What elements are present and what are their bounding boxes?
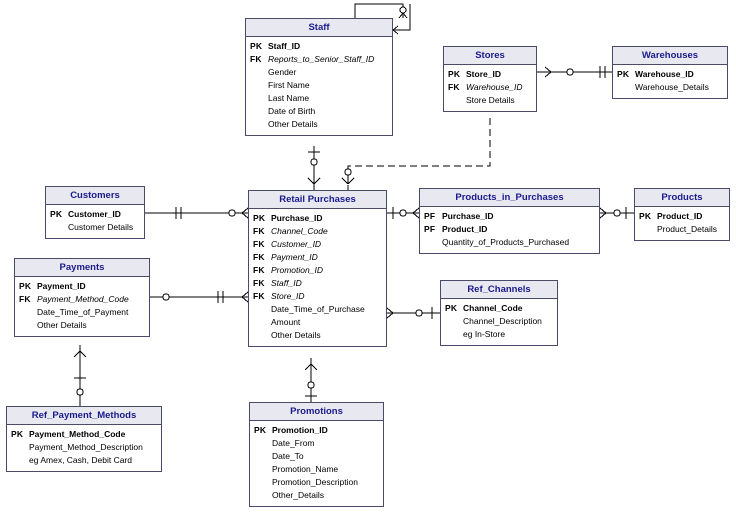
attribute-row xyxy=(253,316,382,329)
attribute-key: FK xyxy=(448,82,460,92)
entity-title: Warehouses xyxy=(613,47,727,65)
attribute-name: Customer Details xyxy=(68,222,134,232)
attribute-key xyxy=(448,94,466,107)
attribute-row xyxy=(250,66,388,79)
entity-stores[interactable] xyxy=(443,46,537,112)
attribute-key xyxy=(19,319,37,332)
attribute-row xyxy=(11,441,157,454)
attribute-name: Date_Time_of_Payment xyxy=(37,307,129,317)
attribute-row xyxy=(445,328,553,341)
attribute-key: PK xyxy=(617,69,630,79)
entity-attributes xyxy=(441,299,557,345)
attribute-name: Payment_Method_Description xyxy=(29,442,143,452)
attribute-row xyxy=(254,489,379,502)
attribute-row xyxy=(253,225,382,238)
entity-title: Retail Purchases xyxy=(249,191,386,209)
attribute-row xyxy=(250,79,388,92)
entity-ref-channels[interactable] xyxy=(440,280,558,346)
attribute-row xyxy=(448,94,532,107)
attribute-name: Warehouse_ID xyxy=(466,82,523,92)
attribute-key: FK xyxy=(250,54,262,64)
attribute-row xyxy=(253,251,382,264)
attribute-row xyxy=(445,315,553,328)
entity-ref-payment-methods[interactable] xyxy=(6,406,162,472)
entity-title: Promotions xyxy=(250,403,383,421)
attribute-name: Store_ID xyxy=(271,291,305,301)
attribute-key xyxy=(445,328,463,341)
attribute-name: Other Details xyxy=(37,320,87,330)
attribute-name: Warehouse_Details xyxy=(635,82,709,92)
attribute-name: Gender xyxy=(268,67,297,77)
attribute-key xyxy=(250,105,268,118)
attribute-name: Other Details xyxy=(268,119,318,129)
attribute-name: eg In-Store xyxy=(463,329,506,339)
attribute-key xyxy=(11,454,29,467)
attribute-name: Store_ID xyxy=(466,69,501,79)
attribute-name: Channel_Description xyxy=(463,316,542,326)
attribute-row xyxy=(250,118,388,131)
entity-promotions[interactable] xyxy=(249,402,384,507)
attribute-key: PK xyxy=(250,41,263,51)
entity-attributes xyxy=(46,205,144,238)
attribute-key xyxy=(254,489,272,502)
entity-products[interactable] xyxy=(634,188,730,241)
attribute-key xyxy=(253,316,271,329)
attribute-name: Warehouse_ID xyxy=(635,69,694,79)
entity-attributes xyxy=(635,207,729,240)
attribute-row xyxy=(424,236,595,249)
attribute-row xyxy=(19,319,145,332)
attribute-row xyxy=(253,329,382,342)
attribute-name: Staff_ID xyxy=(271,278,302,288)
attribute-row xyxy=(254,424,379,437)
entity-attributes xyxy=(613,65,727,98)
attribute-name: First Name xyxy=(268,80,310,90)
entity-title: Products_in_Purchases xyxy=(420,189,599,207)
attribute-row xyxy=(254,476,379,489)
entity-retail-purchases[interactable] xyxy=(248,190,387,347)
attribute-key: FK xyxy=(253,265,265,275)
attribute-key: PK xyxy=(50,209,63,219)
entity-title: Ref_Channels xyxy=(441,281,557,299)
attribute-name: Reports_to_Senior_Staff_ID xyxy=(268,54,375,64)
attribute-name: Customer_ID xyxy=(271,239,322,249)
entity-warehouses[interactable] xyxy=(612,46,728,99)
attribute-name: Payment_ID xyxy=(271,252,318,262)
entity-payments[interactable] xyxy=(14,258,150,337)
attribute-key xyxy=(445,315,463,328)
entity-attributes xyxy=(444,65,536,111)
attribute-key xyxy=(250,79,268,92)
entity-title: Staff xyxy=(246,19,392,37)
attribute-row xyxy=(50,221,140,234)
attribute-row xyxy=(424,223,595,236)
attribute-name: Channel_Code xyxy=(463,303,523,313)
attribute-row xyxy=(254,463,379,476)
entity-attributes xyxy=(7,425,161,471)
attribute-key: PK xyxy=(445,303,458,313)
attribute-row xyxy=(250,92,388,105)
attribute-row xyxy=(448,81,532,94)
attribute-row xyxy=(11,454,157,467)
attribute-name: Amount xyxy=(271,317,301,327)
attribute-name: Staff_ID xyxy=(268,41,301,51)
attribute-name: Date_Time_of_Purchase xyxy=(271,304,365,314)
attribute-key xyxy=(250,92,268,105)
attribute-row xyxy=(445,302,553,315)
attribute-name: Product_Details xyxy=(657,224,718,234)
attribute-name: Date_To xyxy=(272,451,304,461)
attribute-name: Payment_Method_Code xyxy=(37,294,129,304)
attribute-name: Channel_Code xyxy=(271,226,328,236)
attribute-name: Promotion_Name xyxy=(272,464,339,474)
entity-attributes xyxy=(420,207,599,253)
attribute-row xyxy=(250,40,388,53)
entity-customers[interactable] xyxy=(45,186,145,239)
attribute-row xyxy=(617,68,723,81)
entity-products-in-purchases[interactable] xyxy=(419,188,600,254)
attribute-key: PK xyxy=(448,69,461,79)
entity-attributes xyxy=(249,209,386,346)
attribute-row xyxy=(50,208,140,221)
attribute-row xyxy=(19,280,145,293)
attribute-row xyxy=(19,293,145,306)
attribute-key: PK xyxy=(19,281,32,291)
attribute-name: Other_Details xyxy=(272,490,324,500)
attribute-name: Date_From xyxy=(272,438,315,448)
attribute-row xyxy=(254,437,379,450)
entity-title: Stores xyxy=(444,47,536,65)
attribute-row xyxy=(448,68,532,81)
attribute-key: FK xyxy=(253,239,265,249)
attribute-key xyxy=(254,437,272,450)
attribute-row xyxy=(639,210,725,223)
attribute-key: PK xyxy=(639,211,652,221)
attribute-key: PF xyxy=(424,224,436,234)
attribute-name: Purchase_ID xyxy=(271,213,323,223)
attribute-key: PK xyxy=(11,429,24,439)
attribute-row xyxy=(250,53,388,66)
attribute-name: Product_ID xyxy=(442,224,488,234)
attribute-row xyxy=(253,277,382,290)
attribute-row xyxy=(253,212,382,225)
attribute-row xyxy=(253,238,382,251)
attribute-row xyxy=(617,81,723,94)
attribute-key xyxy=(19,306,37,319)
attribute-name: Last Name xyxy=(268,93,310,103)
attribute-key xyxy=(11,441,29,454)
entity-attributes xyxy=(246,37,392,135)
attribute-key xyxy=(253,329,271,342)
attribute-key xyxy=(254,463,272,476)
attribute-key xyxy=(254,476,272,489)
attribute-name: Other Details xyxy=(271,330,321,340)
attribute-row xyxy=(253,303,382,316)
attribute-name: Product_ID xyxy=(657,211,703,221)
attribute-key xyxy=(254,450,272,463)
attribute-key xyxy=(617,81,635,94)
attribute-row xyxy=(253,290,382,303)
attribute-key: FK xyxy=(253,278,265,288)
entity-title: Payments xyxy=(15,259,149,277)
attribute-key: PF xyxy=(424,211,436,221)
attribute-key: FK xyxy=(253,226,265,236)
attribute-key xyxy=(250,66,268,79)
attribute-name: Purchase_ID xyxy=(442,211,494,221)
attribute-row xyxy=(253,264,382,277)
attribute-row xyxy=(11,428,157,441)
attribute-name: eg Amex, Cash, Debit Card xyxy=(29,455,132,465)
attribute-name: Store Details xyxy=(466,95,515,105)
attribute-row xyxy=(250,105,388,118)
attribute-key: PK xyxy=(253,213,266,223)
attribute-key xyxy=(253,303,271,316)
entity-attributes xyxy=(15,277,149,336)
attribute-name: Payment_ID xyxy=(37,281,86,291)
entity-title: Products xyxy=(635,189,729,207)
attribute-key xyxy=(50,221,68,234)
attribute-key xyxy=(424,236,442,249)
attribute-name: Payment_Method_Code xyxy=(29,429,126,439)
attribute-key xyxy=(639,223,657,236)
attribute-name: Quantity_of_Products_Purchased xyxy=(442,237,570,247)
entity-title: Customers xyxy=(46,187,144,205)
attribute-row xyxy=(254,450,379,463)
attribute-name: Customer_ID xyxy=(68,209,121,219)
attribute-key: FK xyxy=(19,294,31,304)
attribute-key xyxy=(250,118,268,131)
entity-attributes xyxy=(250,421,383,506)
attribute-key: FK xyxy=(253,291,265,301)
entity-title: Ref_Payment_Methods xyxy=(7,407,161,425)
attribute-name: Promotion_Description xyxy=(272,477,358,487)
entity-staff[interactable] xyxy=(245,18,393,136)
attribute-key: PK xyxy=(254,425,267,435)
attribute-name: Promotion_ID xyxy=(271,265,323,275)
attribute-row xyxy=(424,210,595,223)
attribute-row xyxy=(19,306,145,319)
attribute-name: Date of Birth xyxy=(268,106,316,116)
attribute-name: Promotion_ID xyxy=(272,425,328,435)
attribute-key: FK xyxy=(253,252,265,262)
attribute-row xyxy=(639,223,725,236)
